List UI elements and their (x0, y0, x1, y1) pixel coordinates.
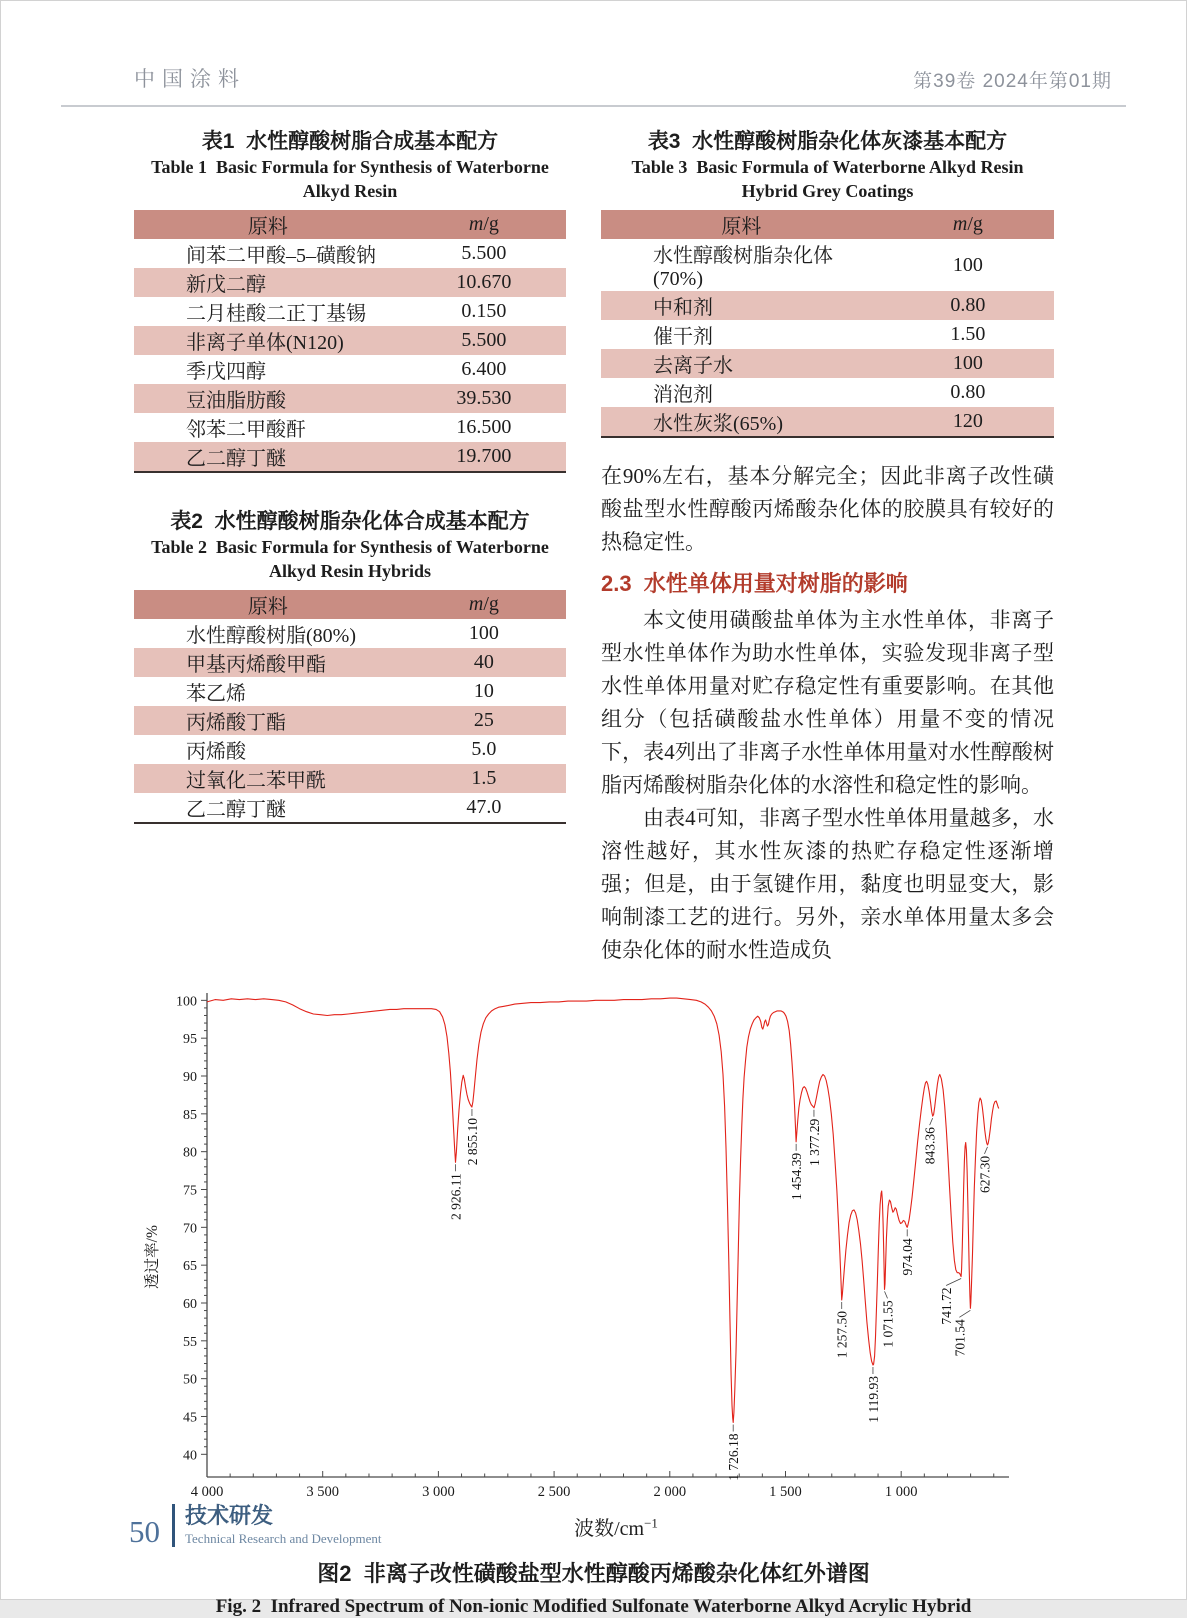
figure-caption-cn: 图2 非离子改性磺酸盐型水性醇酸丙烯酸杂化体红外谱图 (317, 1561, 870, 1586)
page-header (61, 1, 1126, 107)
table-row (134, 384, 566, 413)
table-cell-amount: 100 (882, 349, 1054, 378)
two-column-area (61, 107, 1126, 967)
table-row (601, 378, 1054, 407)
table-cell-amount: 16.500 (456, 416, 512, 438)
peak-wavenumber-label: 1 071.55 (880, 1300, 896, 1348)
table-header-row (601, 210, 1054, 239)
table-cell-amount: 1.50 (950, 323, 986, 345)
journal-name: 中国涂料 (134, 68, 246, 91)
x-tick-label: 2 500 (537, 1484, 571, 1500)
spacer (134, 473, 566, 503)
table-header-row (134, 210, 566, 239)
footer-section (185, 1504, 382, 1547)
x-tick-label: 1 500 (769, 1484, 802, 1500)
table-cell-material: 非离子单体(N120) (134, 326, 402, 355)
y-tick-label: 40 (183, 1448, 197, 1464)
table-row (134, 413, 566, 442)
table-row (601, 291, 1054, 320)
y-axis-title: 透过率/% (144, 1225, 161, 1289)
table-cell-material: 催干剂 (653, 326, 713, 348)
table1 (134, 210, 566, 473)
table3-title-cn: 表3 水性醇酸树脂杂化体灰漆基本配方 (647, 130, 1008, 153)
peak-wavenumber-label: 1 726.18 (726, 1433, 742, 1481)
table2 (134, 590, 566, 824)
column-header-amount: m/g (402, 210, 566, 239)
table-cell-amount: 5.500 (461, 242, 507, 264)
column-header-amount: m/g (402, 590, 566, 619)
table-cell-amount: 10.670 (402, 268, 566, 297)
table2-title-en-line1: Table 2 Basic Formula for Synthesis of Waterborne (151, 537, 549, 557)
right-column (601, 123, 1054, 967)
table2-block (134, 505, 566, 824)
page-number: 50 (129, 1514, 160, 1549)
ir-spectrum-svg (141, 977, 1091, 1507)
y-tick-label: 55 (183, 1334, 197, 1350)
page-footer (129, 1504, 382, 1547)
table-cell-amount: 5.500 (402, 326, 566, 355)
table-cell-amount: 0.150 (461, 300, 507, 322)
table-cell-material: 去离子水 (601, 349, 882, 378)
table-cell-material: 乙二醇丁醚 (186, 799, 286, 821)
ir-spectrum-figure (141, 977, 1126, 1512)
table-cell-amount: 39.530 (402, 384, 566, 413)
table3-block (601, 125, 1054, 438)
peak-wavenumber-label: 1 377.29 (806, 1118, 822, 1167)
peak-leader-line (885, 1291, 888, 1298)
left-column (134, 123, 566, 967)
body-paragraph-2: 本文使用磺酸盐单体为主水性单体，非离子型水性单体作为助水性单体，实验发现非离子型水性单体用量对贮存稳定性有重要影响。在其他组分（包括磺酸盐水性单体）用量不变的情况下，表4列出了非离子水性单体用量对水性醇酸树脂丙烯酸树脂杂化体的水溶性和稳定性的影响。 (601, 608, 1054, 797)
table-row (601, 349, 1054, 378)
table-cell-amount: 100 (952, 253, 983, 276)
table-row (134, 355, 566, 384)
column-header-material: 原料 (601, 210, 882, 239)
issue-info: 第39卷 2024年第01期 (913, 71, 1112, 92)
y-tick-label: 90 (183, 1070, 197, 1086)
footer-section-en: Technical Research and Development (185, 1531, 382, 1546)
table-cell-amount: 6.400 (461, 358, 507, 380)
peak-wavenumber-label: 1 119.93 (865, 1376, 881, 1423)
x-axis-label-exponent: −1 (644, 1515, 658, 1531)
table-cell-material: 过氧化二苯甲酰 (134, 764, 402, 793)
table-row (134, 442, 566, 472)
peak-wavenumber-label: 2 926.11 (448, 1173, 464, 1221)
peak-leader-line (946, 1279, 961, 1286)
table-row (134, 648, 566, 677)
table-row (134, 764, 566, 793)
table-cell-material: 苯乙烯 (186, 683, 246, 705)
table-row (134, 326, 566, 355)
peak-leader-line (930, 1118, 933, 1125)
table-cell-material: 二月桂酸二正丁基锡 (186, 303, 366, 325)
y-tick-label: 75 (183, 1183, 197, 1199)
column-header-amount: m/g (882, 210, 1054, 239)
table1-title-cn: 表1 水性醇酸树脂合成基本配方 (201, 130, 499, 153)
table-cell-material: 消泡剂 (653, 384, 713, 406)
ir-spectrum-curve (207, 998, 999, 1422)
table-cell-amount: 25 (402, 706, 566, 735)
section-heading-2-3: 2.3 水性单体用量对树脂的影响 (601, 571, 908, 596)
peak-wavenumber-label: 627.30 (977, 1155, 993, 1193)
table-cell-material: 丙烯酸 (186, 741, 246, 763)
table-row (134, 297, 566, 326)
peak-wavenumber-label: 974.04 (900, 1238, 916, 1276)
table-row (601, 320, 1054, 349)
table-cell-amount: 0.80 (882, 291, 1054, 320)
y-tick-label: 95 (183, 1032, 197, 1048)
x-tick-label: 3 500 (306, 1484, 340, 1500)
y-tick-label: 70 (183, 1221, 197, 1237)
x-tick-label: 2 000 (653, 1484, 687, 1500)
table-cell-material: 水性醇酸树脂杂化体(70%) (653, 245, 833, 290)
peak-wavenumber-label: 701.54 (952, 1319, 968, 1357)
table-cell-amount: 19.700 (402, 442, 566, 472)
body-paragraph-1: 在90%左右，基本分解完全；因此非离子改性磺酸盐型水性醇酸丙烯酸杂化体的胶膜具有较好的热稳定性。 (601, 464, 1054, 554)
x-axis-label-base: 波数/cm (574, 1518, 645, 1540)
footer-section-cn: 技术研发 (185, 1503, 274, 1528)
table-row (134, 268, 566, 297)
table-row (134, 677, 566, 706)
table-row (134, 619, 566, 648)
table-cell-amount: 40 (402, 648, 566, 677)
table-row (134, 793, 566, 823)
x-tick-label: 3 000 (422, 1484, 455, 1500)
y-tick-label: 65 (183, 1259, 197, 1275)
table1-title-en-line2: Alkyd Resin (302, 181, 398, 201)
y-tick-label: 85 (183, 1107, 197, 1123)
table-cell-material: 间苯二甲酸–5–磺酸钠 (186, 245, 376, 267)
table-cell-amount: 47.0 (466, 796, 502, 818)
y-tick-label: 50 (183, 1372, 197, 1388)
table3-title-en-line1: Table 3 Basic Formula of Waterborne Alkyd Resin (631, 157, 1024, 177)
table-row (601, 239, 1054, 291)
table-row (134, 239, 566, 268)
table-row (134, 735, 566, 764)
table-cell-material: 水性醇酸树脂(80%) (186, 625, 356, 647)
y-tick-label: 45 (183, 1410, 197, 1426)
peak-leader-line (959, 1310, 970, 1317)
table-cell-material: 丙烯酸丁酯 (134, 706, 402, 735)
table-cell-amount: 10 (473, 680, 494, 702)
peak-leader-line (984, 1147, 987, 1154)
peak-wavenumber-label: 843.36 (922, 1127, 938, 1165)
peak-wavenumber-label: 1 257.50 (834, 1310, 850, 1359)
column-header-material: 原料 (134, 210, 402, 239)
table-cell-material: 季戊四醇 (186, 361, 266, 383)
table-cell-material: 邻苯二甲酸酐 (186, 419, 306, 441)
table-cell-material: 新戊二醇 (134, 268, 402, 297)
x-tick-label: 4 000 (190, 1484, 224, 1500)
peak-wavenumber-label: 2 855.10 (464, 1118, 480, 1166)
footer-divider (172, 1504, 175, 1547)
table2-title-cn: 表2 水性醇酸树脂杂化体合成基本配方 (170, 510, 530, 533)
table1-title-en-line1: Table 1 Basic Formula for Synthesis of Waterborne (151, 157, 549, 177)
table-header-row (134, 590, 566, 619)
table-cell-material: 中和剂 (601, 291, 882, 320)
table3 (601, 210, 1054, 438)
peak-wavenumber-label: 1 454.39 (789, 1152, 805, 1201)
table-cell-material: 甲基丙烯酸甲酯 (134, 648, 402, 677)
table-cell-amount: 100 (468, 622, 499, 644)
x-tick-label: 1 000 (884, 1484, 918, 1500)
table-cell-material: 水性灰浆(65%) (601, 407, 882, 437)
table1-block (134, 125, 566, 473)
table-row (601, 407, 1054, 437)
table-cell-amount: 5.0 (471, 738, 497, 760)
table-cell-amount: 0.80 (950, 381, 986, 403)
table-cell-material: 乙二醇丁醚 (134, 442, 402, 472)
column-header-material: 原料 (134, 590, 402, 619)
y-tick-label: 60 (183, 1296, 197, 1312)
table-cell-amount: 1.5 (402, 764, 566, 793)
table3-title-en-line2: Hybrid Grey Coatings (741, 181, 914, 201)
table-cell-amount: 120 (882, 407, 1054, 437)
table2-title-en-line2: Alkyd Resin Hybrids (268, 561, 432, 581)
table-cell-material: 豆油脂肪酸 (134, 384, 402, 413)
y-tick-label: 80 (183, 1145, 197, 1161)
peak-wavenumber-label: 741.72 (939, 1287, 955, 1325)
y-tick-label: 100 (176, 994, 197, 1010)
figure-caption-en: Fig. 2 Infrared Spectrum of Non-ionic Modified Sulfonate Waterborne Alkyd Acrylic Hybrid (215, 1596, 972, 1617)
body-paragraph-3: 由表4可知，非离子型水性单体用量越多，水溶性越好，其水性灰漆的热贮存稳定性逐渐增强；但是，由于氢键作用，黏度也明显变大，影响制漆工艺的进行。另外，亲水单体用量太多会使杂化体的耐水性造成负 (601, 806, 1054, 962)
table-row (134, 706, 566, 735)
